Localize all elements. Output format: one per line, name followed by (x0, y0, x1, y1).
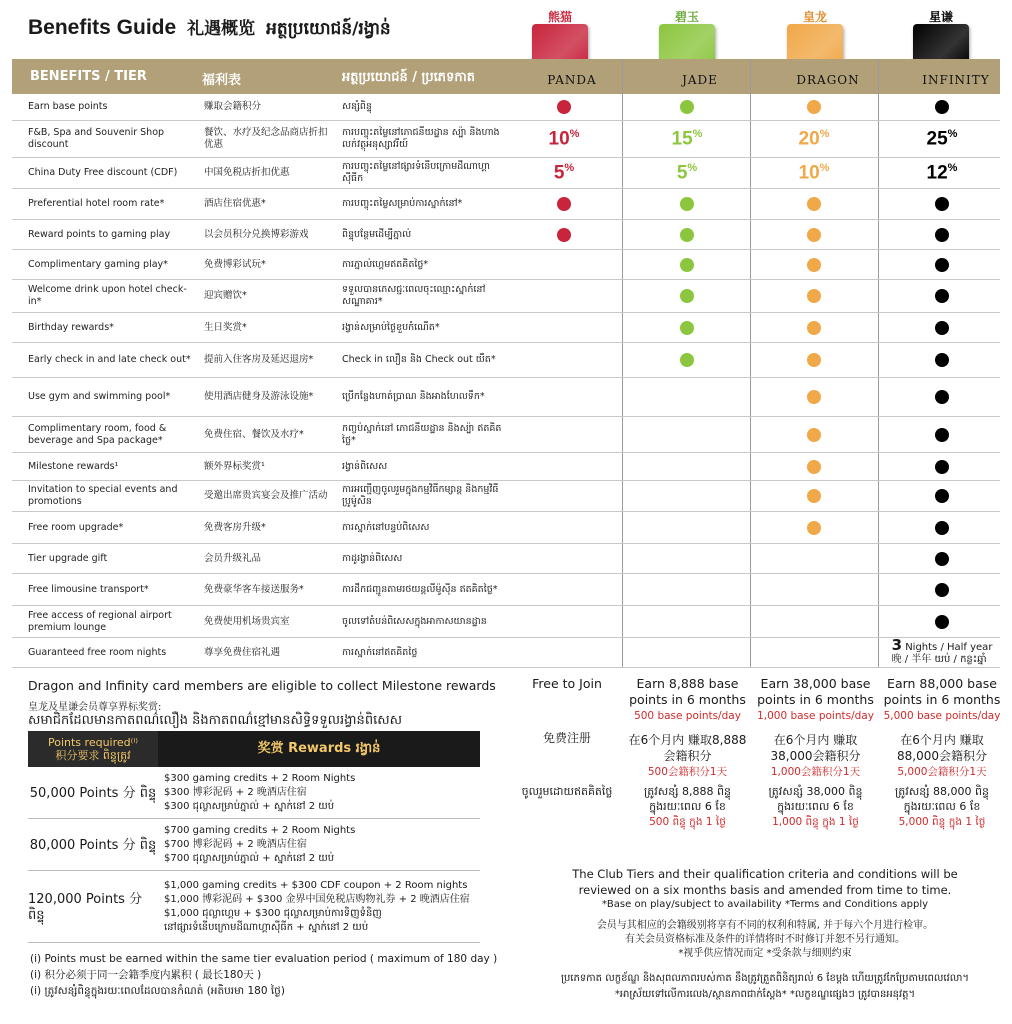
benefit-en: Tier upgrade gift (28, 552, 108, 564)
title-km: អត្ថប្រយោជន៍/រង្វាន់ (266, 19, 391, 39)
qual-km-red: 1,000 ពិន្ទុ ក្នុង 1 ថ្ងៃ (772, 816, 859, 828)
milestone-table (28, 731, 480, 943)
tier-cell-panda (500, 606, 628, 637)
reward-line: $1,000 ជុល្លាហ្គេម + $300 ជុល្លាសម្រាប់ការទិញទំនិញ (164, 907, 382, 919)
tier-cell-panda (500, 378, 628, 416)
nights-line2: 晚 / 半年 យប់ / កន្លះឆ្នាំ (891, 654, 987, 665)
benefit-en: Free limousine transport* (28, 583, 149, 595)
qual-km-red: 5,000 ពិន្ទុ ក្នុង 1 ថ្ងៃ (898, 816, 986, 828)
tier-cell-panda (500, 158, 628, 188)
included-dot-icon (557, 100, 571, 114)
included-dot-icon (557, 197, 571, 211)
benefit-en: Use gym and swimming pool* (28, 391, 171, 402)
nights-line1: Nights / Half year (905, 642, 993, 653)
tier-cell-jade (623, 574, 751, 605)
benefit-en: Birthday rewards* (28, 321, 114, 333)
tier-cell-panda (500, 481, 628, 511)
tier-cell-infinity (878, 638, 1006, 667)
milestone-title-km: សមាជិកដែលមានកាតពណ៌លឿង និងកាតពណ៌ខ្មៅមានសិទ្ធិទទួលរង្វាន់ពិសេស (28, 713, 402, 728)
tier-cell-jade (623, 158, 751, 188)
discount-percent: 25% (926, 127, 958, 150)
included-dot-icon (935, 321, 949, 335)
title-zh: 礼遇概览 (187, 19, 256, 39)
tier-cell-jade (623, 343, 751, 377)
fine-print-zh1: 会员与其相应的会籍级别将享有不同的权利和特属, 并于每六个月进行检审。 (596, 920, 934, 931)
benefit-km: រង្វាន់ពិសេស (342, 460, 388, 472)
points-required: 120,000 Points 分 ពិន្ទុ (28, 891, 143, 923)
tier-cell-jade (623, 638, 751, 667)
tier-cell-panda (500, 512, 628, 543)
included-dot-icon (680, 353, 694, 367)
included-dot-icon (807, 228, 821, 242)
tier-cell-jade (623, 189, 751, 219)
qual-en: Earn 38,000 base points in 6 months (757, 676, 874, 707)
reward-line: $700 博彩泥码 + 2 晚酒店住宿 (164, 838, 307, 850)
benefit-zh: 尊享免费住宿礼遇 (204, 646, 281, 658)
tier-cell-jade (623, 378, 751, 416)
benefit-zh: 免费使用机场贵宾室 (204, 615, 290, 627)
tier-label-zh: 皇龙 (802, 10, 827, 24)
included-dot-icon (935, 552, 949, 566)
tier-cell-dragon (750, 417, 878, 452)
table-row (12, 574, 1000, 606)
qual-zh-red: 500会籍积分1天 (647, 766, 728, 778)
page-title (28, 14, 391, 43)
benefit-zh: 生日奖赏* (204, 321, 247, 333)
table-row (12, 453, 1000, 481)
benefit-en: Free room upgrade* (28, 521, 124, 533)
tier-label-zh: 碧玉 (674, 10, 699, 24)
header-zh: 福利表 (202, 73, 242, 88)
included-dot-icon (935, 521, 949, 535)
included-dot-icon (680, 100, 694, 114)
included-dot-icon (807, 100, 821, 114)
tier-cell-infinity (878, 378, 1006, 416)
table-row (12, 313, 1000, 343)
tier-cell-jade (623, 220, 751, 249)
tier-cell-infinity (878, 343, 1006, 377)
included-dot-icon (935, 353, 949, 367)
benefit-zh: 酒店住宿优惠* (204, 198, 266, 209)
qual-km: ត្រូវសន្សំ 38,000 ពិន្ទុ (768, 785, 863, 798)
tier-cell-infinity (878, 417, 1006, 452)
note-line: (i) 积分必须于同一会籍季度内累积 ( 最长180天 ) (30, 969, 262, 981)
tier-cell-dragon (750, 574, 878, 605)
tier-cell-infinity (878, 189, 1006, 219)
guaranteed-nights (891, 636, 993, 666)
tier-cell-dragon (750, 121, 878, 157)
tier-name-panda: PANDA (547, 73, 597, 87)
tier-cell-panda (500, 313, 628, 342)
tier-cell-panda (500, 417, 628, 452)
qual-km2: ក្នុងរយៈពេល 6 ខែ (777, 800, 854, 813)
benefit-km: Check in លឿន និង Check out យឺត* (342, 354, 496, 365)
included-dot-icon (807, 289, 821, 303)
table-row (12, 378, 1000, 417)
tier-cell-jade (623, 606, 751, 637)
tier-cell-dragon (750, 606, 878, 637)
tier-cell-jade (623, 94, 751, 120)
qual-zh: 在6个月内 赚取8,888会籍积分 (628, 733, 747, 763)
included-dot-icon (935, 258, 949, 272)
tier-cell-panda (500, 544, 628, 573)
header-rewards: 奖赏 Rewards រង្វាន់ (257, 741, 381, 756)
tier-cell-panda (500, 280, 628, 312)
fine-print-en1: The Club Tiers and their qualification criteria and conditions will be (572, 867, 958, 881)
benefit-en: Earn base points (28, 101, 108, 112)
included-dot-icon (935, 489, 949, 503)
benefit-en: Reward points to gaming play (28, 228, 171, 240)
benefit-en: Free access of regional airport premium lounge (28, 609, 172, 633)
qual-zh-red: 1,000会籍积分1天 (770, 766, 861, 778)
table-row (12, 343, 1000, 378)
discount-percent: 12% (926, 161, 958, 184)
table-row (12, 417, 1000, 453)
tier-cell-infinity (878, 512, 1006, 543)
qual-km2: ក្នុងរយៈពេល 6 ខែ (903, 800, 981, 813)
tier-cell-jade (623, 453, 751, 480)
benefit-km: ទទួលបានភេសជ្ជៈពេលចុះឈ្មោះស្នាក់នៅសណ្ឋាគារ* (342, 284, 486, 307)
tier-cell-dragon (750, 158, 878, 188)
included-dot-icon (680, 258, 694, 272)
tier-cell-panda (500, 453, 628, 480)
tier-cell-dragon (750, 512, 878, 543)
reward-description (162, 819, 480, 870)
qual-en: Earn 8,888 base points in 6 months (629, 676, 746, 707)
title-en: Benefits Guide (28, 16, 177, 39)
milestone-notes (30, 951, 497, 999)
tier-cell-panda (500, 220, 628, 249)
fine-print-en2: reviewed on a six months basis and amended from time to time. (578, 883, 952, 897)
header-benefits: BENEFITS / TIER (30, 69, 147, 84)
tier-cell-panda (500, 638, 628, 667)
tier-cell-panda (500, 94, 628, 120)
benefit-en: Invitation to special events and promotions (28, 484, 178, 507)
qual-en: Free to Join (532, 676, 602, 691)
tier-cell-infinity (878, 250, 1006, 279)
note-line: (i) Points must be earned within the same tier evaluation period ( maximum of 180 day ) (30, 953, 498, 965)
points-required: 50,000 Points 分 ពិន្ទុ (29, 785, 157, 801)
included-dot-icon (935, 228, 949, 242)
tier-label-zh: 熊猫 (547, 10, 572, 24)
tier-cell-jade (623, 481, 751, 511)
benefit-zh: 受邀出席贵宾宴会及推广活动 (204, 490, 328, 501)
benefit-km: រង្វាន់សម្រាប់ថ្ងៃខួបកំណើត* (342, 321, 440, 333)
qual-red: 1,000 base points/day (757, 710, 874, 722)
included-dot-icon (807, 489, 821, 503)
qual-zh: 在6个月内 赚取38,000会籍积分 (770, 733, 861, 763)
milestone-row (28, 819, 480, 871)
tier-cell-infinity (878, 280, 1006, 312)
benefit-zh: 使用酒店健身及游泳设施* (204, 391, 314, 402)
included-dot-icon (935, 197, 949, 211)
benefit-en: China Duty Free discount (CDF) (28, 167, 178, 178)
included-dot-icon (807, 353, 821, 367)
benefit-km: កាដូរង្វាន់ពិសេស (342, 552, 403, 564)
milestone-table-header (28, 731, 480, 767)
benefit-en: Complimentary room, food & beverage and Spa package* (28, 422, 167, 446)
benefit-km: ការភ្នាល់ហ្គេមឥតគិតថ្លៃ* (342, 258, 429, 270)
benefit-km: ការដឹកជញ្ជូនតាមរថយន្តលីម៉ូស៊ីន ឥតគិតថ្លៃ* (342, 583, 498, 595)
qual-km: ត្រូវសន្សំ 8,888 ពិន្ទុ (644, 785, 731, 798)
benefit-zh: 免费住宿、餐饮及水疗* (204, 428, 304, 440)
tier-cell-jade (623, 417, 751, 452)
tier-cell-panda (500, 574, 628, 605)
discount-percent: 20% (798, 127, 830, 150)
included-dot-icon (680, 197, 694, 211)
tier-cell-panda (500, 189, 628, 219)
table-row (12, 544, 1000, 574)
included-dot-icon (935, 583, 949, 597)
benefit-km: ការស្នាក់នៅបន្ទប់ពិសេស (342, 521, 430, 533)
benefit-zh: 免费博彩试玩* (204, 258, 266, 270)
table-row (12, 250, 1000, 280)
reward-line: $300 ជុល្លាសម្រាប់ភ្នាល់ + ស្នាក់នៅ 2 យប់ (164, 800, 335, 812)
tier-cell-infinity (878, 481, 1006, 511)
benefit-en: Welcome drink upon hotel check-in* (28, 284, 187, 307)
included-dot-icon (935, 460, 949, 474)
tier-cell-dragon (750, 189, 878, 219)
table-row (12, 512, 1000, 544)
tier-cell-dragon (750, 280, 878, 312)
benefit-km: ការអញ្ជើញចូលរួមក្នុងកម្មវិធីកម្សាន្ត និងកម្មវិធីប្រូម៉ូសិន (342, 484, 499, 507)
qual-km2: ក្នុងរយៈពេល 6 ខែ (649, 800, 726, 813)
header-points-required (28, 731, 158, 767)
tier-cell-dragon (750, 220, 878, 249)
tier-cell-infinity (878, 606, 1006, 637)
tier-cell-jade (623, 544, 751, 573)
benefit-zh: 赚取会籍积分 (204, 101, 262, 112)
note-line: (i) ត្រូវសន្សំពិន្ទុក្នុងរយៈពេលដែលបានកំណត់ (អតិបរមា 180 ថ្ងៃ) (30, 985, 285, 997)
included-dot-icon (557, 228, 571, 242)
tier-cell-dragon (750, 94, 878, 120)
benefit-km: ប្រើកន្លែងហាត់ប្រាណ និងអាងហែលទឹក* (342, 391, 485, 402)
reward-line: $700 gaming credits + 2 Room Nights (164, 824, 356, 836)
benefit-zh: 餐饮、水疗及纪念品商店折扣优惠 (204, 127, 328, 150)
tier-cell-infinity (878, 220, 1006, 249)
benefit-zh: 以会员积分兑换博彩游戏 (204, 228, 309, 240)
benefit-en: Complimentary gaming play* (28, 258, 168, 270)
benefit-km: ចូលទៅតំបន់ពិសេសក្នុងអាកាសយានដ្ឋាន (342, 615, 487, 627)
table-row (12, 121, 1000, 158)
tier-cell-infinity (878, 121, 1006, 157)
included-dot-icon (680, 289, 694, 303)
tier-cell-infinity (878, 313, 1006, 342)
reward-line: $1,000 博彩泥码 + $300 金界中国免税店购物礼券 + 2 晚酒店住宿 (164, 893, 470, 905)
included-dot-icon (807, 258, 821, 272)
benefit-en: Early check in and late check out* (28, 354, 191, 365)
tier-name-infinity: INFINITY (922, 73, 990, 87)
reward-description (162, 871, 480, 942)
benefit-km: សន្សំពិន្ទុ (342, 101, 372, 112)
included-dot-icon (935, 615, 949, 629)
table-row (12, 606, 1000, 638)
fine-print-zh2: 有关会员资格标准及条件的详情将时不时修订并恕不另行通知。 (625, 934, 905, 945)
fine-print-zh3: *视乎供应情况而定 *受条款与细则约束 (678, 948, 852, 959)
points-required: 80,000 Points 分 ពិន្ទុ (29, 837, 157, 853)
tier-cell-dragon (750, 638, 878, 667)
benefit-zh: 额外界标奖赏¹ (204, 460, 265, 472)
discount-percent: 5% (553, 161, 575, 184)
included-dot-icon (935, 100, 949, 114)
table-row (12, 220, 1000, 250)
qual-zh: 在6个月内 赚取88,000会籍积分 (897, 733, 987, 763)
tier-cell-infinity (878, 574, 1006, 605)
tier-cell-infinity (878, 158, 1006, 188)
tier-cell-panda (500, 121, 628, 157)
benefit-zh: 提前入住客房及延迟退房* (204, 354, 314, 365)
qual-zh-red: 5,000会籍积分1天 (897, 766, 987, 778)
header-points-zh: 积分要求 ពិន្ទុត្រូវ (55, 749, 131, 762)
tier-cell-jade (623, 313, 751, 342)
benefit-zh: 免费豪华客车接送服务* (204, 583, 304, 595)
milestone-row (28, 871, 480, 943)
benefit-zh: 会员升级礼品 (204, 552, 262, 564)
reward-line: នៅផ្សារទំនើបក្រោមដីណាហ្គាស៊ីធីក + ស្នាក់នៅ 2 យប់ (164, 921, 369, 933)
fine-print-km1: ប្រភេទកាត លក្ខខ័ណ្ឌ និងសុពលភាពរបស់កាត នឹងត្រូវត្រួតពិនិត្យរាល់ 6 ខែម្តង ហើយត្រូវកែប្រែតាមពេលវេលា។ (560, 973, 970, 984)
reward-line: $1,000 gaming credits + $300 CDF coupon + 2 Room nights (164, 879, 468, 891)
reward-description (162, 767, 480, 818)
reward-line: $300 gaming credits + 2 Room Nights (164, 772, 356, 784)
tier-cell-dragon (750, 378, 878, 416)
tier-name-dragon: DRAGON (796, 73, 860, 87)
tier-cell-infinity (878, 544, 1006, 573)
tier-cell-panda (500, 250, 628, 279)
table-row (12, 94, 1000, 121)
benefit-en: Milestone rewards¹ (28, 460, 119, 472)
qual-en: Earn 88,000 base points in 6 months (883, 676, 1001, 707)
included-dot-icon (935, 289, 949, 303)
qual-zh: 免费注册 (542, 731, 591, 745)
table-row (12, 158, 1000, 189)
milestone-title-zh: 皇龙及星谦会员尊享界标奖赏: (28, 702, 162, 713)
tier-cell-dragon (750, 481, 878, 511)
table-row (12, 638, 1000, 668)
qualification-dragon (753, 676, 878, 830)
nights-count: 3 (891, 636, 902, 654)
tier-cell-infinity (878, 453, 1006, 480)
qual-km-red: 500 ពិន្ទុ ក្នុង 1 ថ្ងៃ (649, 816, 726, 828)
discount-percent: 10% (798, 161, 830, 184)
discount-percent: 10% (548, 127, 580, 150)
tier-cell-infinity (878, 94, 1006, 120)
table-row (12, 189, 1000, 220)
header-km: អត្ថប្រយោជន៍ / ប្រភេទកាត (342, 70, 475, 85)
included-dot-icon (935, 428, 949, 442)
tier-label-zh: 星谦 (928, 10, 953, 24)
included-dot-icon (807, 390, 821, 404)
qualification-panda (500, 676, 634, 799)
benefit-zh: 中国免税店折扣优惠 (204, 167, 290, 178)
benefit-zh: 迎宾赠饮* (204, 290, 247, 301)
qual-red: 500 base points/day (634, 710, 741, 722)
qual-km: ត្រូវសន្សំ 88,000 ពិន្ទុ (895, 785, 989, 798)
included-dot-icon (935, 390, 949, 404)
tier-cell-jade (623, 250, 751, 279)
reward-line: $700 ជុល្លាសម្រាប់ភ្នាល់ + ស្នាក់នៅ 2 យប់ (164, 852, 335, 864)
tier-cell-dragon (750, 313, 878, 342)
fine-print-en3: *Base on play/subject to availability *Terms and Conditions apply (601, 899, 929, 910)
benefit-km: ការបញ្ចុះតម្លៃសម្រាប់ការស្នាក់នៅ* (342, 198, 463, 209)
tier-cell-jade (623, 121, 751, 157)
benefit-en: Preferential hotel room rate* (28, 198, 165, 209)
benefit-km: ការបញ្ចុះតម្លៃនៅភោជនីយដ្ឋាន ស្ប៉ា និងហាងលក់វត្ថុអនុស្សាវរីយ៍ (342, 127, 500, 150)
tier-cell-dragon (750, 544, 878, 573)
header-points-en: Points required⁽ⁱ⁾ (48, 736, 138, 749)
included-dot-icon (807, 321, 821, 335)
benefit-zh: 免费客房升级* (204, 521, 266, 533)
discount-percent: 5% (676, 161, 698, 184)
included-dot-icon (807, 197, 821, 211)
tier-cell-jade (623, 280, 751, 312)
table-row (12, 481, 1000, 512)
qualification-infinity (880, 676, 1004, 830)
milestone-row (28, 767, 480, 819)
milestone-title: Dragon and Infinity card members are eligible to collect Milestone rewards (28, 678, 496, 693)
table-row (12, 280, 1000, 313)
benefit-km: ការស្នាក់នៅឥតគិតថ្លៃ (342, 646, 418, 658)
benefit-km: ការបញ្ចុះតម្លៃនៅផ្សារទំនើបក្រោមដីណាហ្គាស៊ីធីក (342, 161, 490, 184)
qual-km: ចូលរួមដោយឥតគិតថ្លៃ (521, 785, 613, 798)
fine-print-km2: *អាស្រ័យទៅលើការលេង/ស្ថានភាពជាក់ស្តែង* *លក្ខខណ្ឌផ្សេងៗ ត្រូវបានអនុវត្ត។ (614, 989, 916, 1000)
included-dot-icon (680, 321, 694, 335)
tier-name-jade: JADE (682, 73, 718, 87)
discount-percent: 15% (671, 127, 703, 150)
benefit-km: ពិន្ទុបន្ថែមដើម្បីភ្នាល់ (342, 228, 412, 240)
tier-cell-dragon (750, 250, 878, 279)
tier-cell-panda (500, 343, 628, 377)
reward-line: $300 博彩泥码 + 2 晚酒店住宿 (164, 786, 307, 798)
benefit-en: F&B, Spa and Souvenir Shop discount (28, 127, 165, 150)
tier-cell-dragon (750, 343, 878, 377)
included-dot-icon (680, 228, 694, 242)
benefit-en: Guaranteed free room nights (28, 646, 167, 658)
qual-red: 5,000 base points/day (883, 710, 1001, 722)
table-header (12, 59, 1000, 94)
included-dot-icon (807, 428, 821, 442)
included-dot-icon (807, 460, 821, 474)
qualification-jade (625, 676, 750, 830)
tier-cell-jade (623, 512, 751, 543)
benefit-km: កញ្ចប់ស្នាក់នៅ ភោជនីយដ្ឋាន និងស្ប៉ា ឥតគិតថ្លៃ* (342, 422, 502, 446)
tier-cell-dragon (750, 453, 878, 480)
included-dot-icon (807, 521, 821, 535)
